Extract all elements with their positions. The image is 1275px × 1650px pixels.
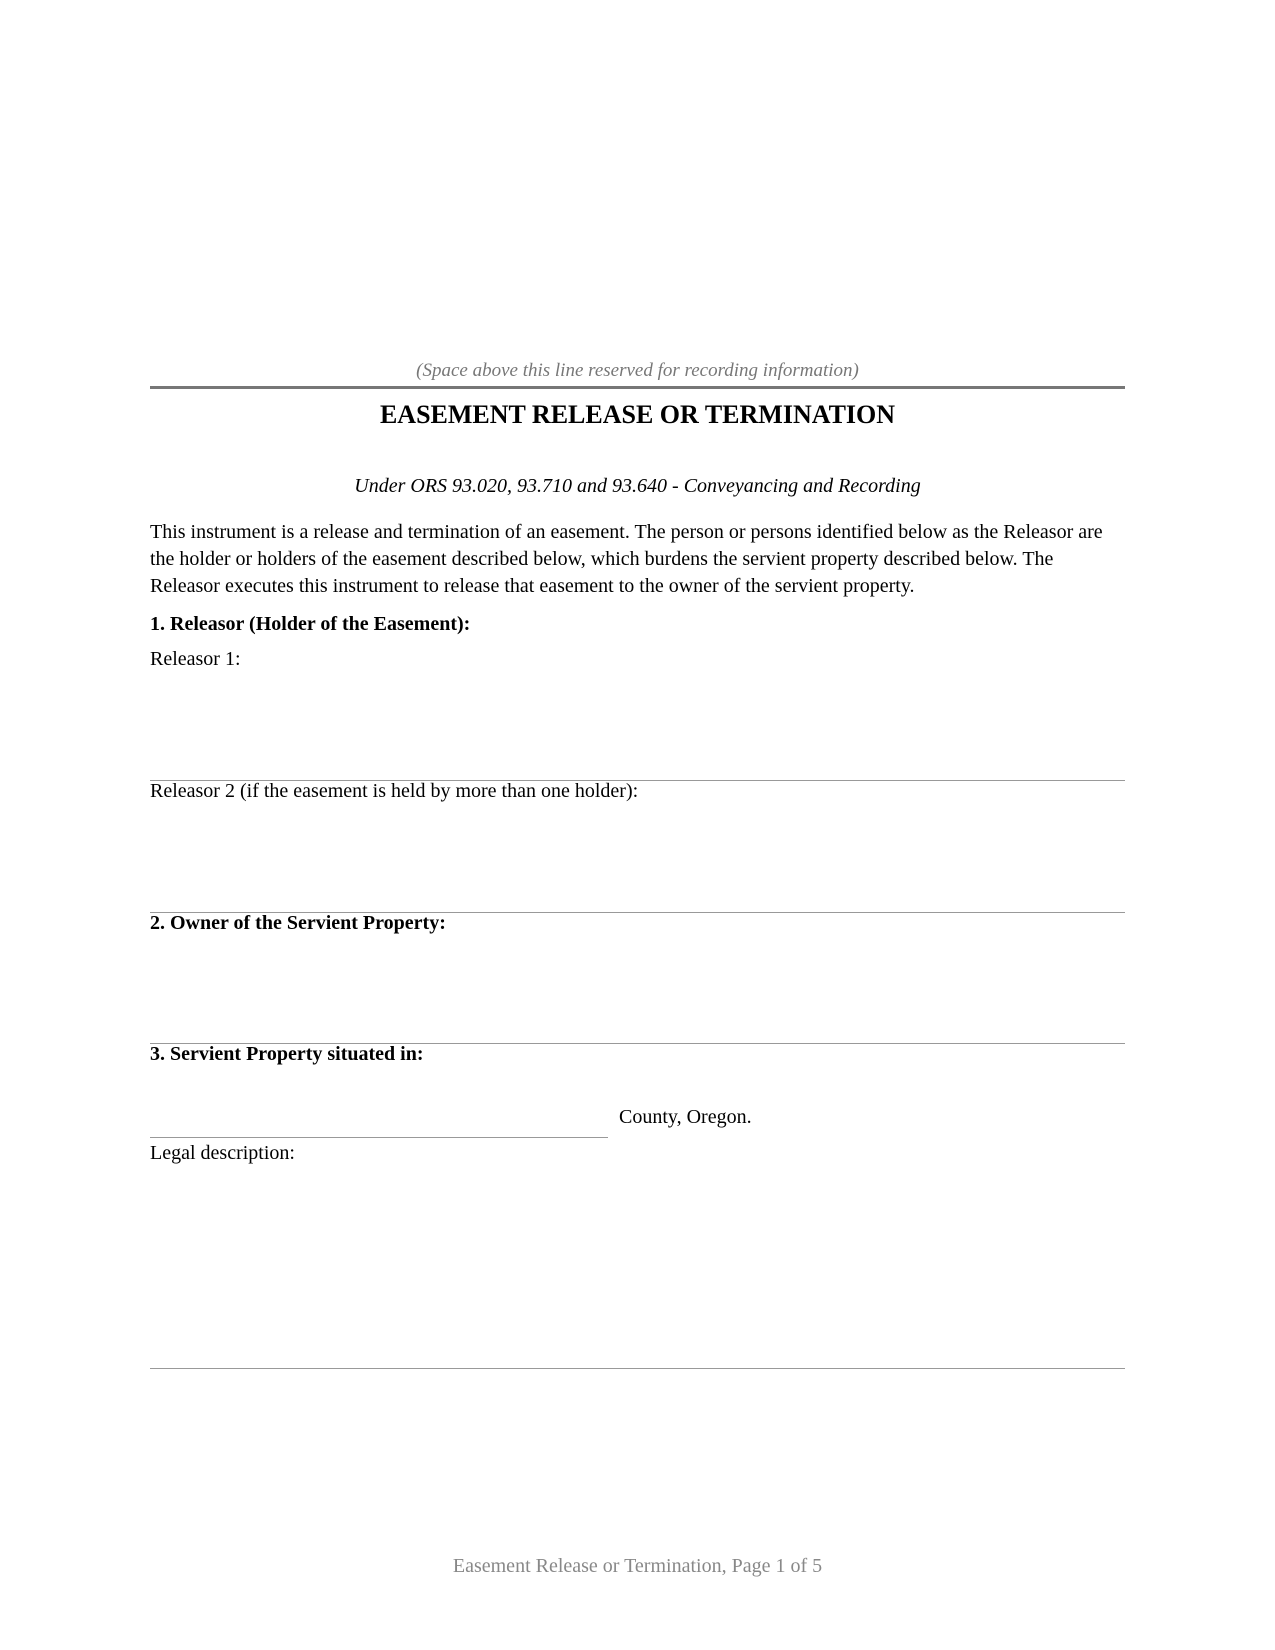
property-heading: 3. Servient Property situated in: [150, 1043, 424, 1065]
document-title: EASEMENT RELEASE OR TERMINATION [379, 400, 896, 429]
county-suffix: County, Oregon. [619, 1106, 752, 1128]
document-subtitle: Under ORS 93.020, 93.710 and 93.640 - Conveyancing and Recording [354, 475, 921, 497]
legal-description-fill-line[interactable] [150, 1368, 1125, 1369]
page-footer: Easement Release or Termination, Page 1 of 5 [452, 1555, 823, 1577]
recording-note: (Space above this line reserved for recording information) [416, 360, 859, 381]
releasor2-label: Releasor 2 (if the easement is held by more than one holder): [150, 780, 639, 802]
releasor1-label: Releasor 1: [150, 648, 241, 670]
intro-paragraph: This instrument is a release and termination of an easement. The person or persons identified below as the Releasor are the holder or holders of the easement described below, which burdens the servient property described below. The Releasor executes this instrument to release that easement to the owner of the servient property. [150, 521, 1103, 597]
document-page [150, 0, 1125, 1650]
recording-divider [150, 386, 1125, 389]
owner-heading: 2. Owner of the Servient Property: [150, 912, 446, 934]
releasor-heading: 1. Releasor (Holder of the Easement): [150, 613, 471, 635]
county-fill-line[interactable] [150, 1137, 608, 1138]
legal-description-label: Legal description: [150, 1142, 295, 1164]
